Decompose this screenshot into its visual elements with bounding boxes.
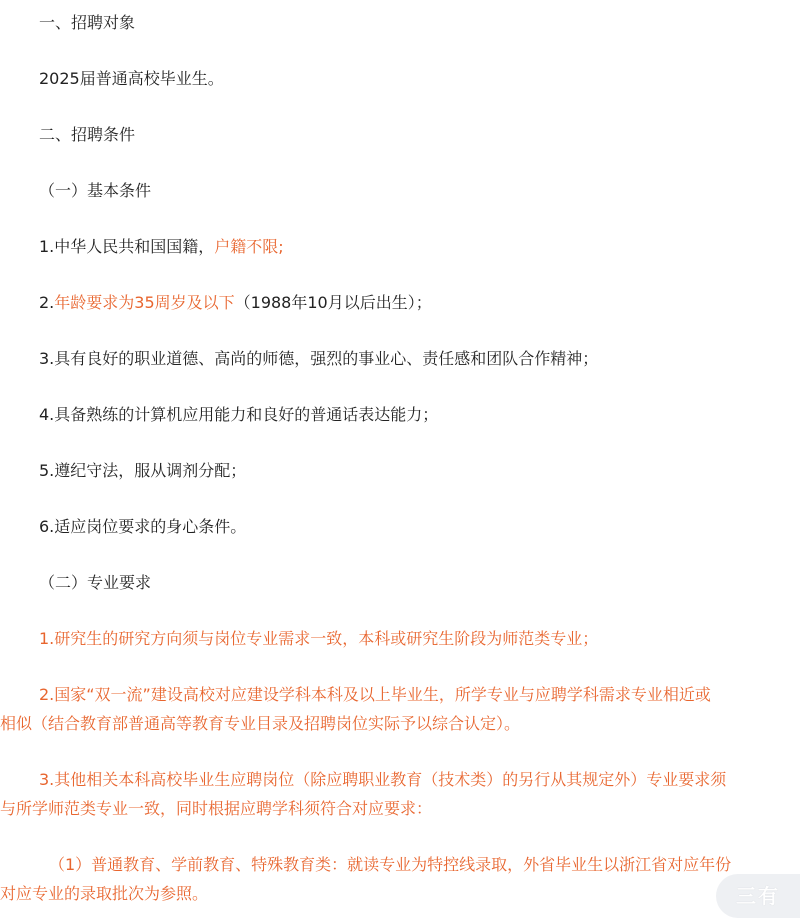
major-item-2 — [0, 680, 800, 738]
major-item-3-line2: 与所学师范类专业一致，同时根据应聘学科须符合对应要求： — [0, 799, 433, 818]
basic-item-2-highlight: 年龄要求为35周岁及以下 — [54, 293, 235, 312]
watermark-logo — [716, 874, 800, 918]
section1-heading: 一、招聘对象 — [39, 13, 136, 32]
major-item-3-line1: 3.其他相关本科高校毕业生应聘岗位（除应聘职业教育（技术类）的另行从其规定外）专业要求须 — [39, 770, 727, 789]
basic-conditions-heading: （一）基本条件 — [39, 181, 152, 200]
section2-heading: 二、招聘条件 — [39, 125, 136, 144]
major-item-1: 1.研究生的研究方向须与岗位专业需求一致，本科或研究生阶段为师范类专业； — [39, 629, 599, 648]
basic-item-1 — [0, 232, 800, 261]
major-item-4-line2: 对应专业的录取批次为参照。 — [0, 884, 209, 903]
basic-item-2-suffix: （1988年10月以后出生）； — [234, 293, 432, 312]
basic-item-6: 6.适应岗位要求的身心条件。 — [39, 517, 247, 536]
basic-item-4: 4.具备熟练的计算机应用能力和良好的普通话表达能力； — [39, 405, 439, 424]
major-item-2-line2: 相似（结合教育部普通高等教育专业目录及招聘岗位实际予以综合认定）。 — [0, 714, 521, 733]
basic-item-1-highlight: 户籍不限; — [214, 237, 284, 256]
basic-item-2 — [0, 288, 800, 317]
major-requirements-heading: （二）专业要求 — [39, 573, 152, 592]
watermark-text: 三有 — [736, 884, 780, 908]
basic-item-1-text: 1.中华人民共和国国籍， — [39, 237, 215, 256]
section1-body: 2025届普通高校毕业生。 — [39, 69, 224, 88]
basic-item-5: 5.遵纪守法，服从调剂分配； — [39, 461, 247, 480]
basic-item-3: 3.具有良好的职业道德、高尚的师德，强烈的事业心、责任感和团队合作精神； — [39, 349, 599, 368]
major-item-4-line1: （1）普通教育、学前教育、特殊教育类：就读专业为特控线录取，外省毕业生以浙江省对应年份 — [49, 855, 732, 874]
major-item-3 — [0, 765, 800, 823]
major-item-2-line1: 2.国家“双一流”建设高校对应建设学科本科及以上毕业生，所学专业与应聘学科需求专业相近或 — [39, 685, 711, 704]
basic-item-2-text: 2. — [39, 293, 55, 312]
major-item-4 — [0, 850, 800, 908]
